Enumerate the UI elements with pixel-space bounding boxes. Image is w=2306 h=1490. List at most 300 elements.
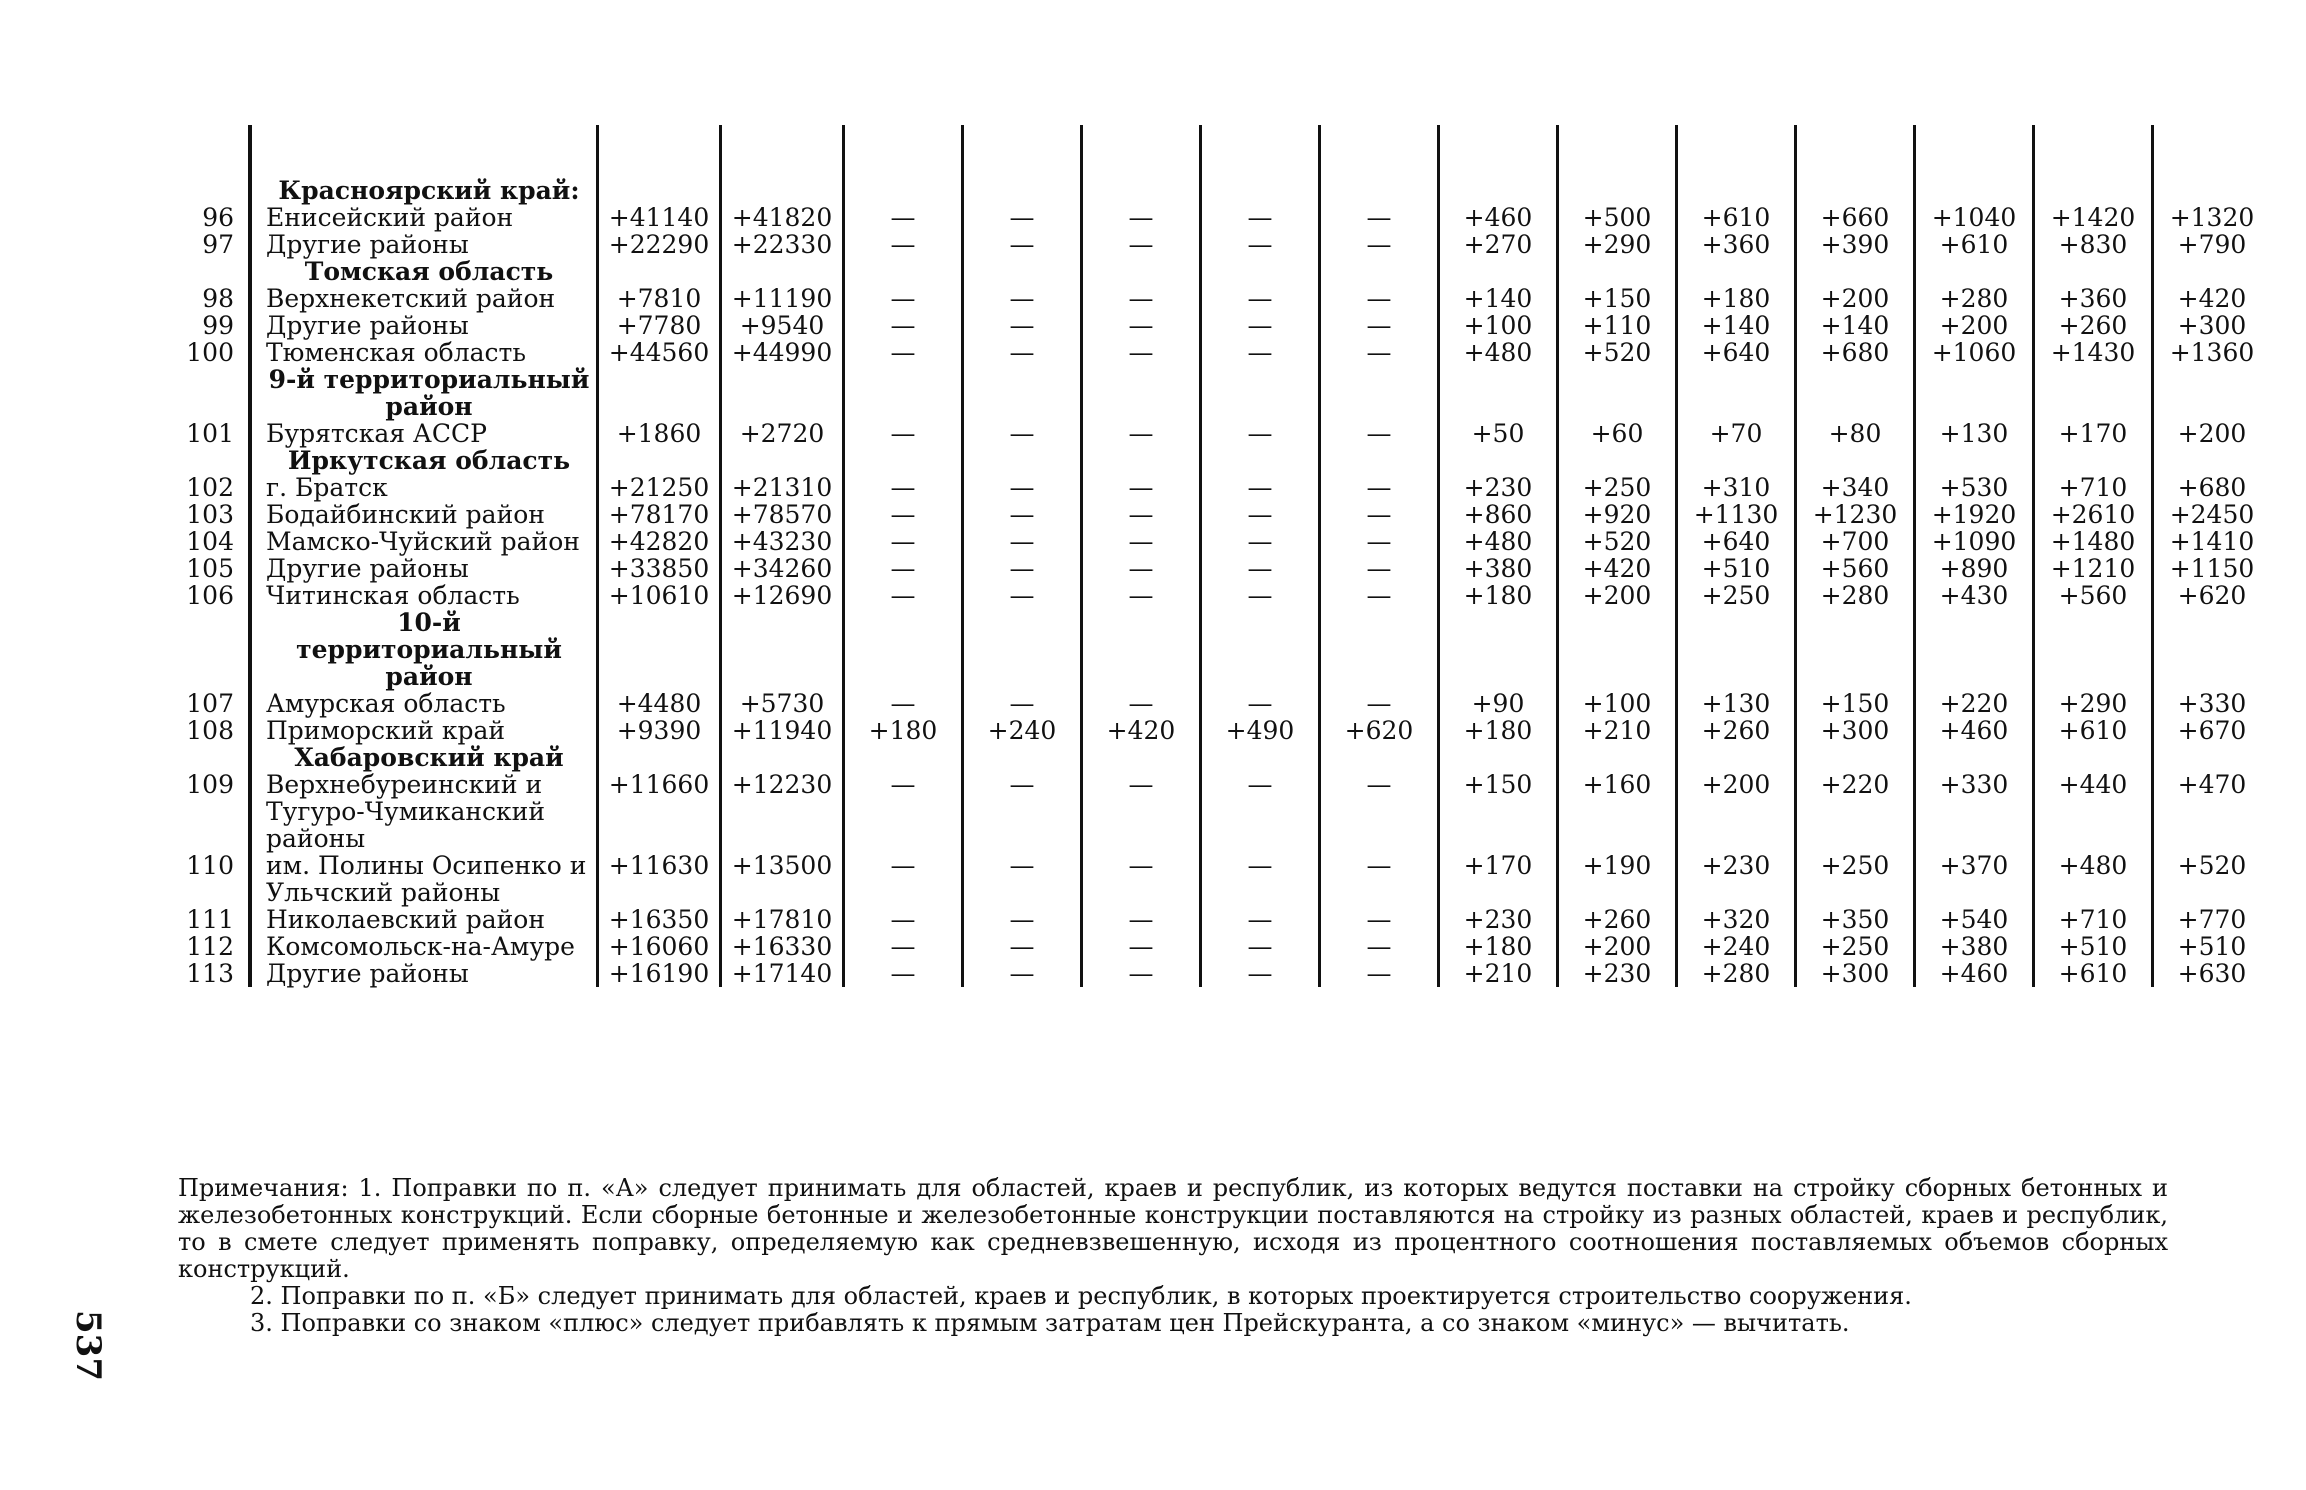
value-cell xyxy=(1082,366,1201,420)
value-cell xyxy=(1201,744,1320,771)
value-cell xyxy=(1796,177,1915,204)
value-cell: +630 xyxy=(2153,960,2271,987)
value-cell xyxy=(1082,609,1201,690)
value-cell xyxy=(1082,447,1201,474)
value-cell: +200 xyxy=(1558,933,1677,960)
value-cell: +220 xyxy=(1796,771,1915,852)
value-cell xyxy=(963,744,1082,771)
value-cell: +260 xyxy=(2034,312,2153,339)
value-cell xyxy=(1201,366,1320,420)
value-cell: — xyxy=(1082,555,1201,582)
value-cell xyxy=(721,744,844,771)
value-cell xyxy=(2034,177,2153,204)
section-heading-row xyxy=(162,744,2270,771)
row-number: 104 xyxy=(186,527,234,556)
value-cell xyxy=(2153,744,2271,771)
notes-section xyxy=(178,1175,2168,1337)
value-cell: +560 xyxy=(1796,555,1915,582)
value-cell: +1480 xyxy=(2034,528,2153,555)
value-cell: +560 xyxy=(2034,582,2153,609)
value-cell: — xyxy=(1201,312,1320,339)
value-cell: +920 xyxy=(1558,501,1677,528)
table-row xyxy=(162,906,2270,933)
value-cell: +220 xyxy=(1915,690,2034,717)
value-cell: +60 xyxy=(1558,420,1677,447)
value-cell: +680 xyxy=(1796,339,1915,366)
row-number xyxy=(162,177,250,204)
value-cell: +440 xyxy=(2034,771,2153,852)
table-row xyxy=(162,852,2270,906)
value-cell: +700 xyxy=(1796,528,1915,555)
value-cell: +250 xyxy=(1677,582,1796,609)
section-heading-row xyxy=(162,609,2270,690)
row-number: 102 xyxy=(186,473,234,502)
value-cell: — xyxy=(963,285,1082,312)
value-cell xyxy=(2034,258,2153,285)
value-cell: +100 xyxy=(1439,312,1558,339)
row-number: 97 xyxy=(202,230,234,259)
value-cell: — xyxy=(1320,312,1439,339)
value-cell: +44560 xyxy=(598,339,721,366)
value-cell xyxy=(844,447,963,474)
value-cell: +17810 xyxy=(721,906,844,933)
value-cell: +78170 xyxy=(598,501,721,528)
value-cell xyxy=(721,177,844,204)
value-cell: +230 xyxy=(1439,474,1558,501)
value-cell: — xyxy=(1201,528,1320,555)
note-1: Примечания: 1. Поправки по п. «А» следует принимать для областей, краев и республик, из которых ведутся поставки на стройку сборных бетонных и железобетонных конструкций. Если сборные бетонные и железобетонные конструкции поставляются на стройку из разных областей, краев и республик, то в смете следует применять поправку, определяемую как средневзвешенную, исходя из процентного соотношения поставляемых объемов сборных конструкций. xyxy=(178,1174,2168,1283)
value-cell xyxy=(2034,744,2153,771)
value-cell: — xyxy=(1082,582,1201,609)
value-cell: +200 xyxy=(2153,420,2271,447)
region-name: Верхнебуреинский и Тугуро-Чумиканский районы xyxy=(250,771,598,852)
value-cell: +11940 xyxy=(721,717,844,744)
value-cell: +1360 xyxy=(2153,339,2271,366)
value-cell: +1040 xyxy=(1915,204,2034,231)
value-cell: +360 xyxy=(2034,285,2153,312)
value-cell: +2450 xyxy=(2153,501,2271,528)
value-cell: +1150 xyxy=(2153,555,2271,582)
value-cell: — xyxy=(844,906,963,933)
value-cell xyxy=(1796,609,1915,690)
value-cell: — xyxy=(844,933,963,960)
value-cell: +42820 xyxy=(598,528,721,555)
value-cell: — xyxy=(844,420,963,447)
value-cell: — xyxy=(844,204,963,231)
value-cell: +370 xyxy=(1915,852,2034,906)
value-cell: +890 xyxy=(1915,555,2034,582)
value-cell: — xyxy=(844,285,963,312)
value-cell: +16190 xyxy=(598,960,721,987)
value-cell: +16350 xyxy=(598,906,721,933)
value-cell xyxy=(963,258,1082,285)
value-cell: +190 xyxy=(1558,852,1677,906)
value-cell: +620 xyxy=(1320,717,1439,744)
value-cell: +150 xyxy=(1796,690,1915,717)
value-cell: — xyxy=(1201,690,1320,717)
value-cell: +680 xyxy=(2153,474,2271,501)
section-heading: Хабаровский край xyxy=(250,744,598,771)
value-cell: +320 xyxy=(1677,906,1796,933)
value-cell: +380 xyxy=(1915,933,2034,960)
value-cell: +830 xyxy=(2034,231,2153,258)
value-cell xyxy=(2153,258,2271,285)
value-cell: +230 xyxy=(1677,852,1796,906)
row-number: 106 xyxy=(186,581,234,610)
value-cell: — xyxy=(1320,933,1439,960)
value-cell: — xyxy=(1320,420,1439,447)
value-cell: — xyxy=(963,420,1082,447)
value-cell: +620 xyxy=(2153,582,2271,609)
table-row xyxy=(162,339,2270,366)
value-cell: — xyxy=(1320,852,1439,906)
row-number: 111 xyxy=(186,905,234,934)
value-cell: — xyxy=(963,852,1082,906)
value-cell xyxy=(1201,258,1320,285)
table-row xyxy=(162,690,2270,717)
region-name: Енисейский район xyxy=(250,204,598,231)
value-cell: — xyxy=(1201,906,1320,933)
table-row xyxy=(162,231,2270,258)
value-cell: +290 xyxy=(2034,690,2153,717)
value-cell: +520 xyxy=(1558,339,1677,366)
value-cell: +710 xyxy=(2034,474,2153,501)
value-cell: — xyxy=(1082,906,1201,933)
row-number xyxy=(162,366,250,420)
value-cell xyxy=(844,177,963,204)
value-cell: +470 xyxy=(2153,771,2271,852)
value-cell: +22330 xyxy=(721,231,844,258)
value-cell: +640 xyxy=(1677,339,1796,366)
value-cell: +11660 xyxy=(598,771,721,852)
value-cell: +7810 xyxy=(598,285,721,312)
value-cell: — xyxy=(963,690,1082,717)
value-cell: +200 xyxy=(1677,771,1796,852)
value-cell: +210 xyxy=(1439,960,1558,987)
value-cell: +2720 xyxy=(721,420,844,447)
value-cell: — xyxy=(844,960,963,987)
value-cell xyxy=(1320,609,1439,690)
value-cell: +1090 xyxy=(1915,528,2034,555)
row-number: 105 xyxy=(186,554,234,583)
value-cell: +34260 xyxy=(721,555,844,582)
note-3: 3. Поправки со знаком «плюс» следует прибавлять к прямым затратам цен Прейскуранта, а со знаком «минус» — вычитать. xyxy=(250,1309,1850,1337)
value-cell: +340 xyxy=(1796,474,1915,501)
value-cell xyxy=(1320,447,1439,474)
value-cell xyxy=(2034,366,2153,420)
value-cell: +500 xyxy=(1558,204,1677,231)
value-cell xyxy=(963,447,1082,474)
row-number: 99 xyxy=(202,311,234,340)
value-cell xyxy=(1201,609,1320,690)
value-cell: +270 xyxy=(1439,231,1558,258)
value-cell: — xyxy=(1082,933,1201,960)
value-cell: +240 xyxy=(963,717,1082,744)
value-cell xyxy=(1320,177,1439,204)
row-number: 103 xyxy=(186,500,234,529)
value-cell: — xyxy=(963,474,1082,501)
value-cell: +170 xyxy=(1439,852,1558,906)
value-cell: +380 xyxy=(1439,555,1558,582)
value-cell: +460 xyxy=(1915,717,2034,744)
value-cell xyxy=(844,744,963,771)
value-cell: +180 xyxy=(1677,285,1796,312)
value-cell xyxy=(598,258,721,285)
value-cell xyxy=(1915,447,2034,474)
table-row xyxy=(162,501,2270,528)
row-number xyxy=(162,609,250,690)
value-cell: +1420 xyxy=(2034,204,2153,231)
section-heading-row xyxy=(162,177,2270,204)
value-cell: +520 xyxy=(1558,528,1677,555)
value-cell: +260 xyxy=(1677,717,1796,744)
row-number xyxy=(162,258,250,285)
value-cell xyxy=(1796,744,1915,771)
value-cell: +5730 xyxy=(721,690,844,717)
value-cell: +70 xyxy=(1677,420,1796,447)
value-cell: +350 xyxy=(1796,906,1915,933)
value-cell xyxy=(1558,609,1677,690)
value-cell: — xyxy=(1082,474,1201,501)
row-number: 109 xyxy=(186,770,234,799)
value-cell xyxy=(1915,609,2034,690)
value-cell: — xyxy=(844,555,963,582)
value-cell: — xyxy=(844,528,963,555)
value-cell: +290 xyxy=(1558,231,1677,258)
value-cell: +480 xyxy=(1439,528,1558,555)
value-cell xyxy=(721,447,844,474)
row-number: 108 xyxy=(186,716,234,745)
page-number: 537 xyxy=(68,1310,108,1381)
value-cell: — xyxy=(844,339,963,366)
region-name: Бурятская АССР xyxy=(250,420,598,447)
value-cell: +230 xyxy=(1439,906,1558,933)
value-cell: — xyxy=(1082,204,1201,231)
value-cell: — xyxy=(1201,339,1320,366)
value-cell xyxy=(1796,258,1915,285)
value-cell: +310 xyxy=(1677,474,1796,501)
value-cell: — xyxy=(844,582,963,609)
value-cell xyxy=(598,177,721,204)
value-cell xyxy=(1796,366,1915,420)
value-cell: — xyxy=(1082,852,1201,906)
value-cell: +41820 xyxy=(721,204,844,231)
value-cell xyxy=(1558,177,1677,204)
value-cell: +180 xyxy=(844,717,963,744)
row-number xyxy=(162,744,250,771)
value-cell: +17140 xyxy=(721,960,844,987)
row-number: 100 xyxy=(186,338,234,367)
section-heading: Красноярский край: xyxy=(250,177,598,204)
value-cell: — xyxy=(1201,285,1320,312)
value-cell: — xyxy=(1320,690,1439,717)
value-cell: +420 xyxy=(1082,717,1201,744)
value-cell: +150 xyxy=(1439,771,1558,852)
value-cell: — xyxy=(1082,285,1201,312)
value-cell xyxy=(1677,177,1796,204)
row-number: 107 xyxy=(186,689,234,718)
value-cell xyxy=(1320,744,1439,771)
value-cell: — xyxy=(963,501,1082,528)
value-cell: +300 xyxy=(1796,717,1915,744)
value-cell: +520 xyxy=(2153,852,2271,906)
value-cell: +390 xyxy=(1796,231,1915,258)
value-cell: — xyxy=(1320,906,1439,933)
value-cell xyxy=(1796,447,1915,474)
region-name: Амурская область xyxy=(250,690,598,717)
value-cell xyxy=(1320,366,1439,420)
region-name: Читинская область xyxy=(250,582,598,609)
value-cell: +180 xyxy=(1439,717,1558,744)
note-2: 2. Поправки по п. «Б» следует принимать для областей, краев и республик, в которых проектируется строительство сооружения. xyxy=(250,1282,1912,1310)
value-cell xyxy=(721,258,844,285)
value-cell: +9390 xyxy=(598,717,721,744)
value-cell: — xyxy=(1320,231,1439,258)
value-cell: — xyxy=(844,312,963,339)
value-cell xyxy=(1082,177,1201,204)
value-cell: +160 xyxy=(1558,771,1677,852)
value-cell: +280 xyxy=(1677,960,1796,987)
value-cell: — xyxy=(1320,474,1439,501)
value-cell xyxy=(1439,258,1558,285)
value-cell: +250 xyxy=(1558,474,1677,501)
value-cell xyxy=(1915,744,2034,771)
value-cell: +1920 xyxy=(1915,501,2034,528)
value-cell: +490 xyxy=(1201,717,1320,744)
value-cell: — xyxy=(1082,960,1201,987)
value-cell xyxy=(598,366,721,420)
value-cell: +13500 xyxy=(721,852,844,906)
value-cell: +1430 xyxy=(2034,339,2153,366)
value-cell xyxy=(1915,366,2034,420)
value-cell: +460 xyxy=(1439,204,1558,231)
value-cell: — xyxy=(844,231,963,258)
region-name: г. Братск xyxy=(250,474,598,501)
value-cell: +43230 xyxy=(721,528,844,555)
value-cell: +420 xyxy=(2153,285,2271,312)
value-cell: — xyxy=(844,474,963,501)
value-cell: +480 xyxy=(2034,852,2153,906)
value-cell: +180 xyxy=(1439,933,1558,960)
value-cell: — xyxy=(1320,771,1439,852)
value-cell: +330 xyxy=(1915,771,2034,852)
value-cell: +510 xyxy=(2153,933,2271,960)
value-cell: +210 xyxy=(1558,717,1677,744)
table-row xyxy=(162,771,2270,852)
value-cell: +530 xyxy=(1915,474,2034,501)
region-name: Николаевский район xyxy=(250,906,598,933)
value-cell: +610 xyxy=(2034,960,2153,987)
value-cell xyxy=(1558,744,1677,771)
value-cell: +140 xyxy=(1439,285,1558,312)
row-number: 101 xyxy=(186,419,234,448)
region-name: Другие районы xyxy=(250,555,598,582)
value-cell: — xyxy=(1082,501,1201,528)
value-cell: +11630 xyxy=(598,852,721,906)
row-number xyxy=(162,447,250,474)
value-cell xyxy=(1201,177,1320,204)
value-cell xyxy=(1201,447,1320,474)
value-cell: — xyxy=(1201,501,1320,528)
value-cell xyxy=(2034,447,2153,474)
row-number: 98 xyxy=(202,284,234,313)
value-cell: +660 xyxy=(1796,204,1915,231)
value-cell: +21310 xyxy=(721,474,844,501)
section-heading-row xyxy=(162,447,2270,474)
table-row xyxy=(162,312,2270,339)
value-cell: — xyxy=(1320,528,1439,555)
region-name: Приморский край xyxy=(250,717,598,744)
value-cell: — xyxy=(1201,582,1320,609)
region-name: Комсомольск-на-Амуре xyxy=(250,933,598,960)
section-heading-row xyxy=(162,366,2270,420)
value-cell: +300 xyxy=(1796,960,1915,987)
value-cell: — xyxy=(1082,420,1201,447)
value-cell: +280 xyxy=(1796,582,1915,609)
value-cell xyxy=(1439,744,1558,771)
value-cell xyxy=(844,609,963,690)
value-cell: +110 xyxy=(1558,312,1677,339)
value-cell xyxy=(1320,258,1439,285)
value-cell: — xyxy=(1082,312,1201,339)
table-row xyxy=(162,933,2270,960)
row-number: 112 xyxy=(186,932,234,961)
value-cell: +480 xyxy=(1439,339,1558,366)
value-cell: +1210 xyxy=(2034,555,2153,582)
value-cell: +33850 xyxy=(598,555,721,582)
value-cell: — xyxy=(1082,771,1201,852)
value-cell: — xyxy=(1320,501,1439,528)
value-cell: +78570 xyxy=(721,501,844,528)
value-cell: +460 xyxy=(1915,960,2034,987)
value-cell: +1320 xyxy=(2153,204,2271,231)
value-cell: +4480 xyxy=(598,690,721,717)
value-cell: +260 xyxy=(1558,906,1677,933)
value-cell: — xyxy=(1082,690,1201,717)
value-cell xyxy=(1677,744,1796,771)
value-cell: +100 xyxy=(1558,690,1677,717)
value-cell xyxy=(598,744,721,771)
value-cell xyxy=(1677,447,1796,474)
value-cell xyxy=(1558,366,1677,420)
section-heading: Томская область xyxy=(250,258,598,285)
value-cell: — xyxy=(963,960,1082,987)
value-cell xyxy=(1439,366,1558,420)
value-cell: — xyxy=(1201,771,1320,852)
section-heading: 9-й территориальный район xyxy=(250,366,598,420)
value-cell: +170 xyxy=(2034,420,2153,447)
table-row xyxy=(162,528,2270,555)
value-cell: +330 xyxy=(2153,690,2271,717)
region-name: Другие районы xyxy=(250,231,598,258)
value-cell: +640 xyxy=(1677,528,1796,555)
section-heading-row xyxy=(162,258,2270,285)
section-heading: Иркутская область xyxy=(250,447,598,474)
region-name: Верхнекетский район xyxy=(250,285,598,312)
value-cell: +2610 xyxy=(2034,501,2153,528)
value-cell: +150 xyxy=(1558,285,1677,312)
value-cell: +11190 xyxy=(721,285,844,312)
value-cell xyxy=(1558,447,1677,474)
value-cell xyxy=(1439,177,1558,204)
table-row xyxy=(162,474,2270,501)
value-cell: +22290 xyxy=(598,231,721,258)
table-top-spacer xyxy=(162,125,2270,177)
value-cell: +420 xyxy=(1558,555,1677,582)
region-name: Мамско-Чуйский район xyxy=(250,528,598,555)
value-cell: +770 xyxy=(2153,906,2271,933)
table-row xyxy=(162,285,2270,312)
